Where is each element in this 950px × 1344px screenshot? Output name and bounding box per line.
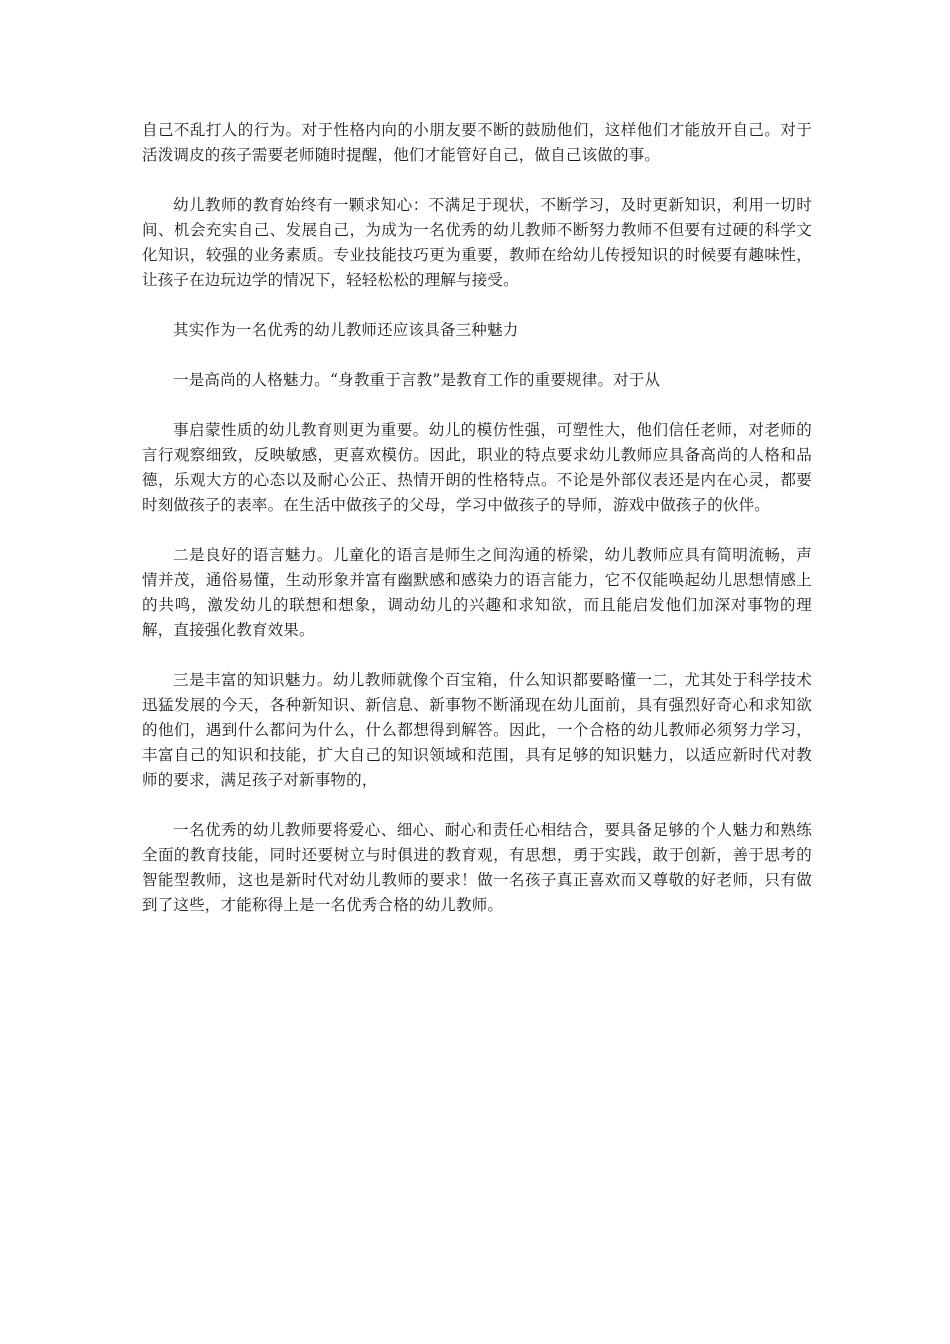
paragraph-conclusion: 一名优秀的幼儿教师要将爱心、细心、耐心和责任心相结合，要具备足够的个人魅力和熟练全面的教育技能，同时还要树立与时俱进的教育观，有思想，勇于实践，敢于创新，善于思考的智能型教师，这也是新时代对幼儿教师的要求！做一名孩子真正喜欢而又尊敬的好老师，只有做到了这些，才能称得上是一名优秀合格的幼儿教师。 bbox=[142, 821, 812, 914]
document-body bbox=[142, 118, 812, 943]
paragraph-personality-charm-heading: 一是高尚的人格魅力。“身教重于言教”是教育工作的重要规律。对于从 bbox=[173, 371, 661, 389]
paragraph-knowledge-charm: 三是丰富的知识魅力。幼儿教师就像个百宝箱，什么知识都要略懂一二，尤其处于科学技术迅猛发展的今天，各种新知识、新信息、新事物不断涌现在幼儿面前，具有强烈好奇心和求知欲的他们，遇到什么都问为什么，什么都想得到解答。因此，一个合格的幼儿教师必须努力学习，丰富自己的知识和技能，扩大自己的知识领域和范围，具有足够的知识魅力，以适应新时代对教师的要求，满足孩子对新事物的， bbox=[142, 671, 812, 789]
paragraph-three-charms-intro: 其实作为一名优秀的幼儿教师还应该具备三种魅力 bbox=[173, 321, 519, 339]
paragraph-language-charm: 二是良好的语言魅力。儿童化的语言是师生之间沟通的桥梁，幼儿教师应具有简明流畅，声情并茂，通俗易懂，生动形象并富有幽默感和感染力的语言能力，它不仅能唤起幼儿思想情感上的共鸣，激发幼儿的联想和想象，调动幼儿的兴趣和求知欲，而且能启发他们加深对事物的理解，直接强化教育效果。 bbox=[142, 546, 812, 639]
paragraph-learning-heart: 幼儿教师的教育始终有一颗求知心：不满足于现状，不断学习，及时更新知识，利用一切时间、机会充实自己、发展自己，为成为一名优秀的幼儿教师不断努力教师不但要有过硬的科学文化知识，较强的业务素质。专业技能技巧更为重要，教师在给幼儿传授知识的时候要有趣味性，让孩子在边玩边学的情况下，轻轻松松的理解与接受。 bbox=[142, 196, 812, 289]
paragraph-continued: 自己不乱打人的行为。对于性格内向的小朋友要不断的鼓励他们，这样他们才能放开自己。对于活泼调皮的孩子需要老师随时提醒，他们才能管好自己，做自己该做的事。 bbox=[142, 121, 812, 164]
paragraph-personality-charm: 事启蒙性质的幼儿教育则更为重要。幼儿的模仿性强，可塑性大，他们信任老师，对老师的言行观察细致，反映敏感，更喜欢模仿。因此，职业的特点要求幼儿教师应具备高尚的人格和品德，乐观大方的心态以及耐心公正、热情开朗的性格特点。不论是外部仪表还是内在心灵，都要时刻做孩子的表率。在生活中做孩子的父母，学习中做孩子的导师，游戏中做孩子的伙伴。 bbox=[142, 421, 812, 514]
